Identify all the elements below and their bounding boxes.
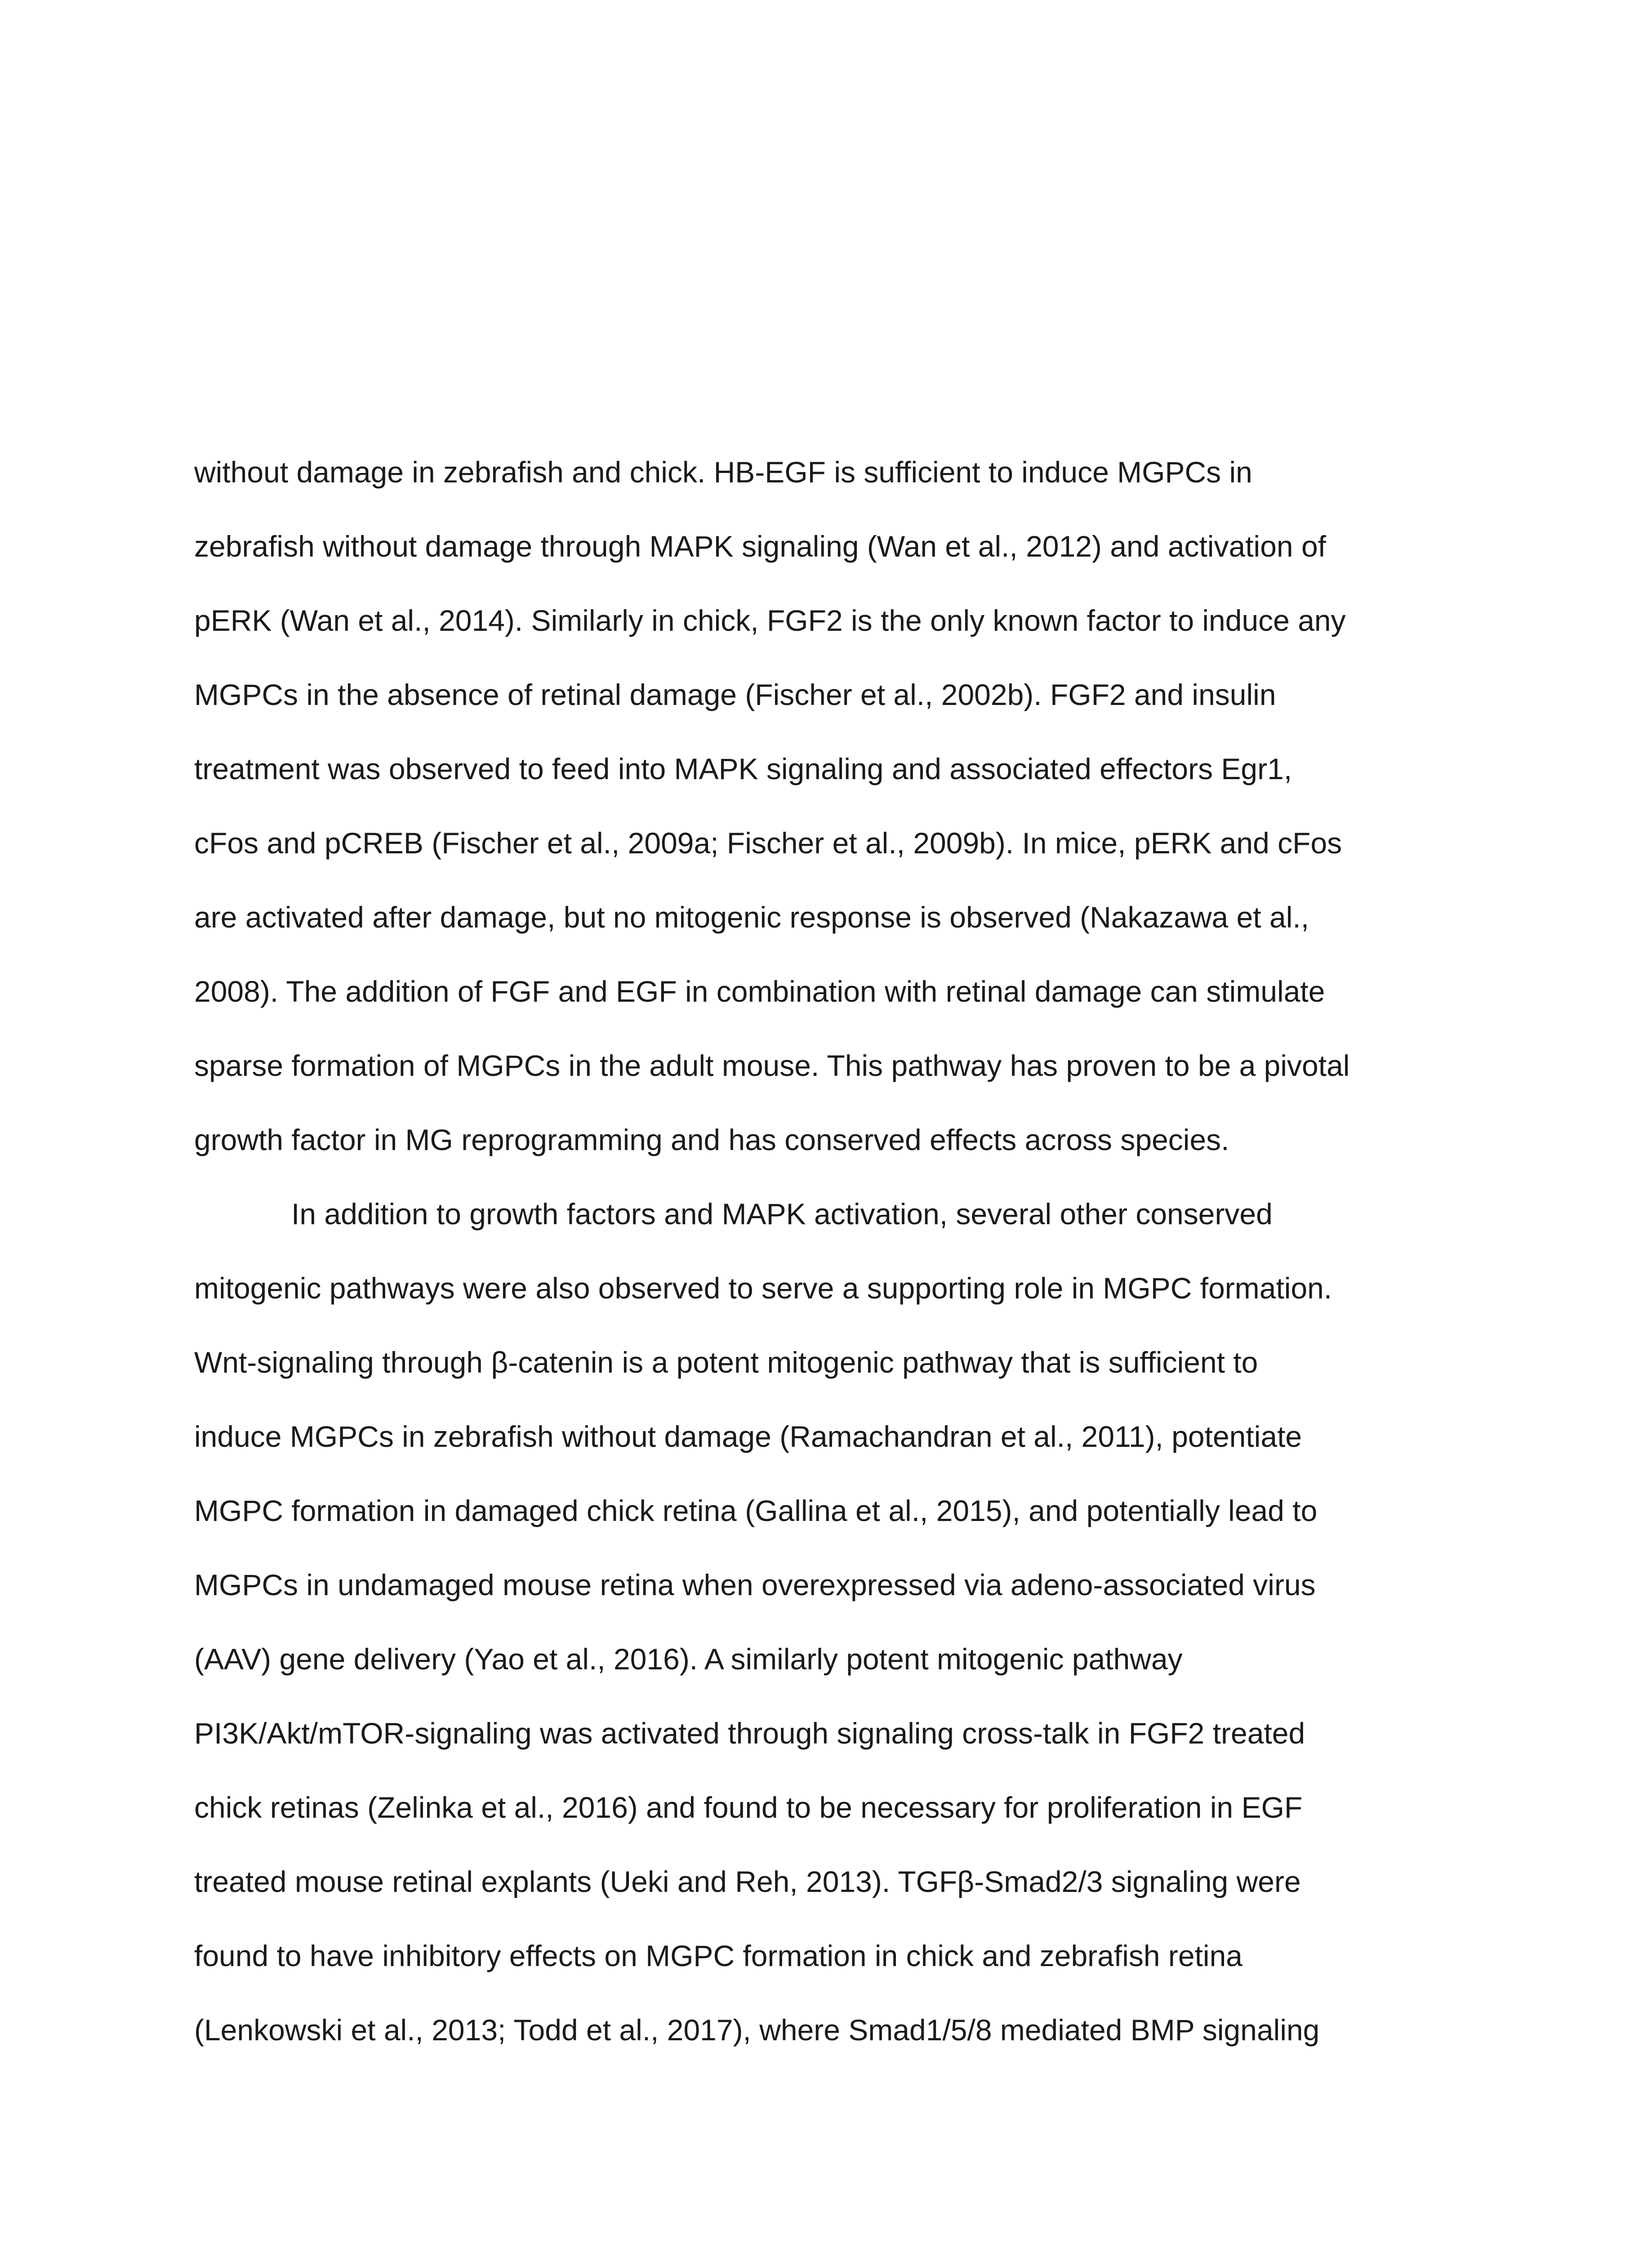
text-line: found to have inhibitory effects on MGPC formation in chick and zebrafish retina — [194, 1939, 1243, 1972]
text-line: Wnt-signaling through β-catenin is a potent mitogenic pathway that is sufficient to — [194, 1346, 1258, 1379]
text-line: chick retinas (Zelinka et al., 2016) and found to be necessary for proliferation in EGF — [194, 1791, 1303, 1824]
text-line: without damage in zebrafish and chick. HB-EGF is sufficient to induce MGPCs in — [194, 455, 1252, 489]
text-line: pERK (Wan et al., 2014). Similarly in chick, FGF2 is the only known factor to induce any — [194, 604, 1346, 637]
text-line: MGPC formation in damaged chick retina (Gallina et al., 2015), and potentially lead to — [194, 1494, 1318, 1527]
text-line: are activated after damage, but no mitogenic response is observed (Nakazawa et al., — [194, 901, 1309, 934]
text-line: cFos and pCREB (Fischer et al., 2009a; Fischer et al., 2009b). In mice, pERK and cFos — [194, 826, 1342, 860]
text-line: growth factor in MG reprogramming and has conserved effects across species. — [194, 1123, 1229, 1156]
text-line: treatment was observed to feed into MAPK signaling and associated effectors Egr1, — [194, 752, 1292, 785]
text-line: mitogenic pathways were also observed to serve a supporting role in MGPC formation. — [194, 1271, 1332, 1305]
text-line: 2008). The addition of FGF and EGF in combination with retinal damage can stimulate — [194, 975, 1325, 1008]
text-line: zebrafish without damage through MAPK signaling (Wan et al., 2012) and activation of — [194, 530, 1326, 563]
text-line: (Lenkowski et al., 2013; Todd et al., 2017), where Smad1/5/8 mediated BMP signaling — [194, 2013, 1320, 2047]
text-line: MGPCs in the absence of retinal damage (Fischer et al., 2002b). FGF2 and insulin — [194, 678, 1276, 711]
text-line: PI3K/Akt/mTOR-signaling was activated through signaling cross-talk in FGF2 treated — [194, 1717, 1305, 1750]
body-text — [194, 445, 1462, 2077]
text-line: MGPCs in undamaged mouse retina when overexpressed via adeno-associated virus — [194, 1568, 1316, 1601]
text-line: (AAV) gene delivery (Yao et al., 2016). A similarly potent mitogenic pathway — [194, 1642, 1183, 1676]
text-line: treated mouse retinal explants (Ueki and Reh, 2013). TGFβ-Smad2/3 signaling were — [194, 1865, 1301, 1898]
paragraph-first-line: In addition to growth factors and MAPK activation, several other conserved — [291, 1197, 1273, 1231]
text-line: induce MGPCs in zebrafish without damage (Ramachandran et al., 2011), potentiate — [194, 1420, 1302, 1453]
text-line: sparse formation of MGPCs in the adult mouse. This pathway has proven to be a pivotal — [194, 1049, 1350, 1082]
